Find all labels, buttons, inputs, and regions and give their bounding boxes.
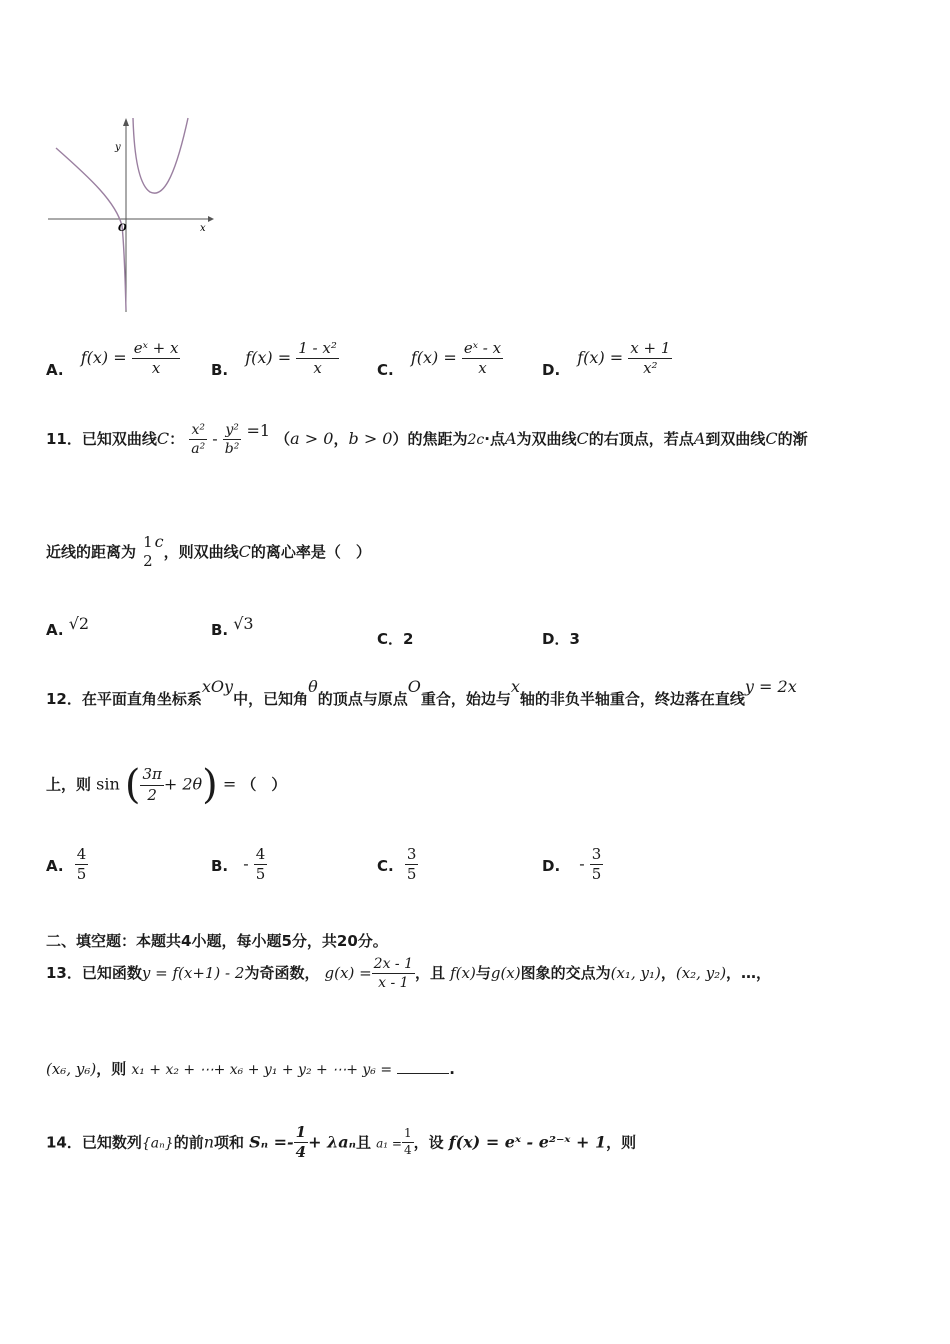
q12-line-2 <box>46 762 286 808</box>
math-f: f(x) <box>450 964 476 983</box>
math-f: f(x) = eˣ - e²⁻ˣ + 1 <box>448 1132 607 1152</box>
function-lhs: f(x) = <box>577 348 624 368</box>
denominator: x² <box>643 359 658 378</box>
math-c: c <box>154 531 164 551</box>
math-curve: C <box>156 429 170 449</box>
denominator: 2 <box>147 785 157 804</box>
function-graph <box>40 112 220 317</box>
text: 的前 <box>173 1133 204 1152</box>
paren-close: ） <box>392 430 408 449</box>
numerator: eˣ - x <box>462 340 503 359</box>
fraction <box>294 1124 308 1162</box>
fraction <box>75 846 89 884</box>
q12-option-c[interactable] <box>377 846 418 884</box>
numerator: 1 - x² <box>296 340 339 359</box>
text: 项和 <box>214 1133 245 1152</box>
y-axis-arrow <box>123 118 129 126</box>
curve-right-branch <box>133 118 188 193</box>
math-g: g(x) <box>490 964 521 983</box>
numerator: 3 <box>405 846 419 865</box>
curve-left-branch <box>56 148 126 310</box>
numerator: 1 <box>402 1127 414 1143</box>
fraction <box>254 846 268 884</box>
fraction-x <box>189 422 207 457</box>
numerator: 2x - 1 <box>372 956 415 974</box>
denominator: b² <box>224 441 240 458</box>
q11-option-b[interactable] <box>211 614 254 639</box>
x-axis-label: x <box>200 223 206 234</box>
numerator: 1 <box>294 1124 308 1143</box>
function-lhs: f(x) = <box>245 348 292 368</box>
section-heading: 二、填空题：本题共4小题，每小题5分，共20分。 <box>46 932 388 950</box>
condition-a: a > 0 <box>290 429 334 449</box>
q13-line-1 <box>46 956 936 991</box>
fraction-half <box>141 534 155 571</box>
question-number: 13．已知函数 <box>46 964 142 983</box>
math-g: g(x) = <box>324 964 372 983</box>
text: ·点 <box>484 430 505 449</box>
math-line: y = 2x <box>744 677 797 696</box>
denominator: 5 <box>406 865 417 884</box>
q10-option-c[interactable] <box>377 340 503 378</box>
option-label: B. <box>211 621 229 639</box>
denominator: 5 <box>255 865 266 884</box>
text: ，且 <box>415 964 446 983</box>
fraction <box>628 340 672 378</box>
q11-option-a[interactable] <box>46 614 90 639</box>
denominator: x - 1 <box>378 975 409 992</box>
math-point-6: (x₆, y₆) <box>46 1060 97 1078</box>
q11-line-1 <box>46 422 926 457</box>
paren-open: （ <box>275 430 291 449</box>
numerator: 4 <box>75 846 89 865</box>
q12-option-d[interactable] <box>542 846 603 884</box>
fraction <box>402 1127 414 1158</box>
text: 近线的距离为 <box>46 542 137 561</box>
period: . <box>449 1060 455 1078</box>
answer-blank: （ ） <box>241 775 287 794</box>
math-sequence: {aₙ} <box>141 1135 174 1152</box>
q11-option-d[interactable]: D．3 <box>542 630 580 648</box>
text: 到双曲线 <box>705 430 766 449</box>
minus-sign: - <box>243 854 249 874</box>
fraction <box>296 340 339 378</box>
text: ，则 <box>96 1060 127 1078</box>
paren-right: ) <box>202 762 218 808</box>
text: 的焦距为 <box>407 430 468 449</box>
x-axis-arrow <box>208 216 214 222</box>
text: 中，已知角 <box>233 690 309 708</box>
math-point: A <box>693 429 706 449</box>
option-label: B. <box>211 857 229 876</box>
text: 轴的非负半轴重合，终边落在直线 <box>519 690 745 708</box>
q10-option-b[interactable] <box>211 340 339 378</box>
text: 重合，始边与 <box>420 690 511 708</box>
fraction <box>140 766 163 804</box>
text: ，则双曲线 <box>163 542 239 561</box>
function-lhs: f(x) = <box>410 348 457 368</box>
q12-option-b[interactable] <box>211 846 267 884</box>
math-curve: C <box>765 429 778 449</box>
q11-line-2 <box>46 531 371 571</box>
q12-line-1 <box>46 676 797 708</box>
numerator: 3 <box>590 846 604 865</box>
equation-rhs: =1 <box>246 421 271 441</box>
text: 的渐 <box>777 430 808 449</box>
equals: = <box>222 774 237 794</box>
numerator: y² <box>223 422 241 440</box>
option-label: A. <box>46 361 64 380</box>
y-axis-label: y <box>115 142 121 153</box>
option-label: A. <box>46 621 64 639</box>
math-x: x <box>510 677 520 696</box>
text: 为双曲线 <box>516 430 577 449</box>
math-a1: a₁ = <box>376 1136 402 1151</box>
text: 的右顶点，若点 <box>588 430 694 449</box>
numerator: 3π <box>140 766 163 785</box>
fraction <box>372 956 415 991</box>
q12-option-a[interactable] <box>46 846 88 884</box>
denominator: x <box>313 359 322 378</box>
math-theta: θ <box>308 677 318 696</box>
colon: ： <box>169 430 185 449</box>
math-sum: x₁ + x₂ + ⋯+ x₆ + y₁ + y₂ + ⋯+ y₆ = <box>131 1062 393 1078</box>
function-lhs: f(x) = <box>80 348 127 368</box>
question-number: 12．在平面直角坐标系 <box>46 690 202 708</box>
question-number: 11．已知双曲线 <box>46 430 157 449</box>
q10-option-d[interactable] <box>542 340 672 378</box>
fraction <box>590 846 604 884</box>
option-label: C. <box>377 361 394 380</box>
math-point-1: (x₁, y₁) <box>610 964 661 983</box>
numerator: 4 <box>254 846 268 865</box>
paren-left: ( <box>124 762 141 808</box>
math-sin: sin <box>96 774 120 794</box>
denominator: a² <box>191 441 206 458</box>
fraction-y <box>223 422 242 457</box>
denominator: 4 <box>403 1143 412 1158</box>
q13-line-2 <box>46 1058 455 1079</box>
numerator: 1 <box>143 533 153 551</box>
minus-sign: - <box>579 854 585 874</box>
fraction <box>132 340 181 378</box>
text: 与 <box>475 964 491 983</box>
text: 且 <box>355 1133 371 1152</box>
math-curve: C <box>238 541 251 561</box>
denominator: 5 <box>591 865 602 884</box>
option-label: D. <box>542 857 561 876</box>
math-xoy: xOy <box>201 677 234 696</box>
math-point-2: (x₂, y₂) <box>675 964 727 983</box>
text: 上，则 <box>46 775 92 794</box>
option-label: D. <box>542 361 561 380</box>
denominator: x <box>478 359 487 378</box>
math-plus-two-theta: + 2θ <box>163 774 203 794</box>
q10-option-a[interactable] <box>46 340 180 378</box>
text: ，则 <box>606 1133 637 1152</box>
origin-label: O <box>118 223 127 234</box>
condition-b: b > 0 <box>348 429 393 449</box>
math-function: y = f(x+1) - 2 <box>141 964 245 983</box>
math-point: A <box>504 429 517 449</box>
text: ，设 <box>413 1133 444 1152</box>
denominator: 4 <box>295 1143 307 1162</box>
math-focal: 2c <box>467 432 485 449</box>
text: ，…， <box>726 964 772 983</box>
answer-blank[interactable] <box>397 1059 449 1074</box>
math-curve: C <box>576 429 589 449</box>
q14-line-1 <box>46 1124 636 1162</box>
option-value: √3 <box>233 614 254 633</box>
denominator: x <box>151 359 161 378</box>
text: 的顶点与原点 <box>317 690 408 708</box>
math-origin: O <box>407 677 421 696</box>
denominator: 5 <box>76 865 87 884</box>
option-label: B. <box>211 361 229 380</box>
fraction <box>405 846 419 884</box>
math-sn: Sₙ =- <box>249 1132 294 1152</box>
option-label: A. <box>46 857 64 876</box>
option-label: C. <box>377 857 394 876</box>
numerator: x² <box>189 422 207 440</box>
numerator: x + 1 <box>628 340 672 359</box>
text: 图象的交点为 <box>520 964 611 983</box>
minus-sign: - <box>212 429 218 449</box>
text: 的离心率是（ ） <box>250 542 371 561</box>
numerator: eˣ + x <box>132 340 181 359</box>
math-n: n <box>203 1132 215 1152</box>
math-lambda: + λaₙ <box>308 1132 356 1152</box>
text: ， <box>660 964 676 983</box>
separator: ， <box>333 430 349 449</box>
denominator: 2 <box>143 552 153 571</box>
fraction <box>462 340 503 378</box>
option-value: √2 <box>68 614 90 633</box>
q11-option-c[interactable]: C．2 <box>377 630 414 648</box>
text: 为奇函数， <box>244 964 320 983</box>
question-number: 14．已知数列 <box>46 1133 142 1152</box>
